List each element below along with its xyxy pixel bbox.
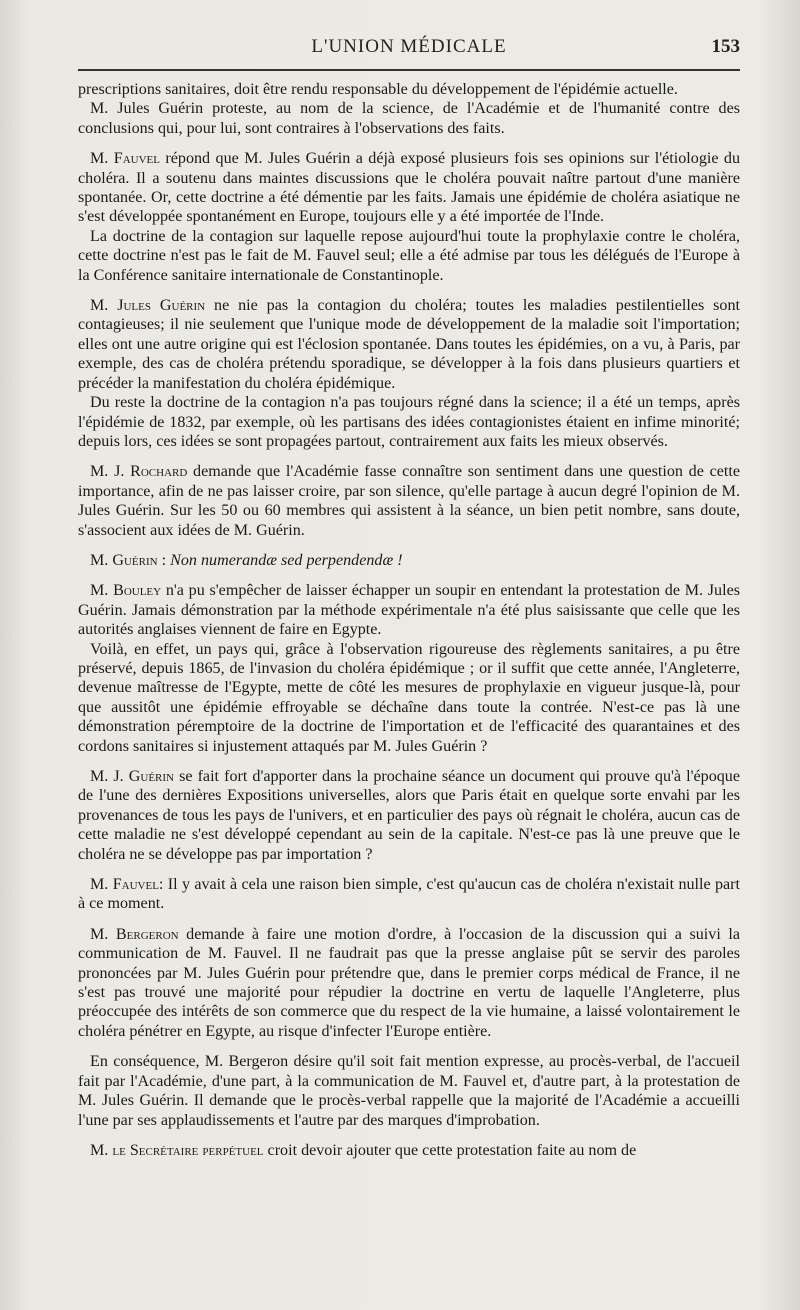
paragraph-text: : Il y avait à cela une raison bien simple, c'est qu'aucun cas de choléra n'existait nulle part à ce moment. [78, 876, 741, 913]
paragraph-text: Du reste la doctrine de la contagion n'a pas toujours régné dans la science; il a été un temps, après l'épidémie de 1832, par exemple, où les partisans des idées contagionistes étaient en infime minorité; depuis lors, ces idées se sont propagées partout, contrairement aux faits les mieux observés. [78, 394, 740, 450]
paragraph-text: se fait fort d'apporter dans la prochaine séance un document qui prouve qu'à l'époque de l'une des dernières Expositions universelles, alors que Paris était en quelque sorte envahi par les provenances de tous les pays de l'univers, et en particulier des pays où régnait le choléra, aucun cas de cette maladie ne s'est développé cependant au sein de la capitale. N'est-ce pas là une preuve que le choléra ne se développe pas par importation ? [78, 768, 740, 863]
speaker-name: M. J. Rochard [90, 463, 188, 481]
speaker-name: M. Fauvel [90, 876, 159, 894]
paragraph [78, 581, 740, 639]
speaker-name: M. Jules Guérin [90, 297, 206, 315]
paragraph [78, 227, 740, 285]
paragraph [78, 99, 740, 138]
paragraph [78, 1052, 740, 1130]
paragraph [78, 767, 740, 864]
header-rule [78, 69, 740, 71]
paragraph [78, 640, 740, 756]
paragraph [78, 551, 740, 570]
speaker-name: M. J. Guérin [90, 768, 175, 785]
running-header [78, 36, 740, 62]
speaker-name: M. Bergeron [90, 925, 179, 943]
paragraph [78, 296, 740, 393]
paragraph [78, 875, 740, 914]
paragraph-text: Voilà, en effet, un pays qui, grâce à l'observation rigoureuse des règlements sanitaires, a pu être préservé, depuis 1865, de l'invasion du choléra épidémique ; or il suffit que cette année, l'Angleterre, devenue maîtresse de l'Egypte, mette de côté les mesures de prophylaxie en vigueur jusque-là, pour que aussitôt une épidémie effroyable se déchaîne dans toute la contrée. N'est-ce pas là une démonstration péremptoire de la doctrine de l'importation et de l'efficacité des quarantaines et des cordons sanitaires si injustement attaqués par M. Jules Guérin ? [78, 640, 740, 755]
paragraph-text: croit devoir ajouter que cette protestation faite au nom de [263, 1141, 637, 1159]
paragraph-text: répond que M. Jules Guérin a déjà exposé plusieurs fois ses opinions sur l'étiologie du choléra. Il a soutenu dans maintes discussions que le choléra pouvait naître partout d'une manière spontanée. Or, cette doctrine a été démentie par les faits. Jamais une épidémie de choléra asiatique ne s'est développée spontanément en Europe, toujours elle y a été importée de l'Inde. [78, 150, 740, 226]
paragraph-text: prescriptions sanitaires, doit être rendu responsable du développement de l'épidémie actuelle. [78, 81, 678, 98]
paragraph [78, 925, 740, 1041]
paragraph-text: demande que l'Académie fasse connaître son sentiment dans une question de cette importance, afin de ne pas laisser croire, par son silence, qu'elle partage à aucun degré l'opinion de M. Jules Guérin. Sur les 50 ou 60 membres qui assistent à la séance, un bien petit nombre, sans doute, s'associent aux idées de M. Guérin. [78, 463, 740, 539]
paragraph-text: En conséquence, M. Bergeron désire qu'il soit fait mention expresse, au procès-verbal, de l'accueil fait par l'Académie, d'une part, à la communication de M. Fauvel et, d'autre part, à la protestation de M. Jules Guérin. Il demande que le procès-verbal rappelle que la majorité de l'Académie a accueilli l'une par ses applaudissements et l'autre par des marques d'improbation. [78, 1053, 740, 1129]
paragraph [78, 462, 740, 540]
speaker-name: M. Bouley [90, 582, 162, 600]
paragraph [78, 80, 740, 99]
paragraph-text: La doctrine de la contagion sur laquelle repose aujourd'hui toute la prophylaxie contre le choléra, cette doctrine n'est pas le fait de M. Fauvel seul; elle a été admise par tous les délégués de l'Europe à la Conférence sanitaire internationale de Constantinople. [78, 227, 740, 284]
latin-quote: Non numerandæ sed perpendendæ ! [170, 551, 403, 569]
journal-title: L'UNION MÉDICALE [311, 36, 507, 57]
speaker-name: M. Guérin [90, 551, 158, 569]
article-body [78, 80, 740, 1160]
paragraph-text: ne nie pas la contagion du choléra; toutes les maladies pestilentielles sont contagieuses; il nie seulement que l'unique mode de développement de la maladie soit l'importation; elles ont une autre origine qui est l'éclosion spontanée. Dans toutes les épidémies, on a vu, à Paris, par exemple, des cas de choléra prétendu sporadique, se développer à la fois dans plusieurs quartiers et précéder la manifestation du choléra épidémique. [78, 297, 740, 392]
paragraph [78, 1141, 740, 1160]
separator: : [157, 551, 171, 569]
paragraph-text: demande à faire une motion d'ordre, à l'occasion de la discussion qui a suivi la communication de M. Fauvel. Il ne faudrait pas que la presse anglaise pût se servir des paroles prononcées par M. Jules Guérin pour prétendre que, dans le premier corps médical de France, il ne s'est pas trouvé une majorité pour répudier la doctrine en vertu de laquelle l'Angleterre, plus préoccupée des intérêts de son commerce que du respect de la vie humaine, a laissé volontairement le choléra pénétrer en Egypte, au risque d'infecter l'Europe entière. [78, 925, 740, 1040]
page-number: 153 [711, 36, 740, 57]
speaker-name: M. le Secrétaire perpétuel [90, 1141, 264, 1159]
paragraph [78, 149, 740, 227]
paragraph [78, 393, 740, 451]
paragraph-text: M. Jules Guérin proteste, au nom de la science, de l'Académie et de l'humanité contre des conclusions qui, pour lui, sont contraires à l'observations des faits. [78, 100, 740, 137]
paragraph-text: n'a pu s'empêcher de laisser échapper un soupir en entendant la protestation de M. Jules Guérin. Jamais démonstration par la méthode expérimentale n'a été plus saisissante que celle que les autorités anglaises viennent de faire en Egypte. [78, 582, 740, 639]
speaker-name: M. Fauvel [90, 150, 160, 168]
